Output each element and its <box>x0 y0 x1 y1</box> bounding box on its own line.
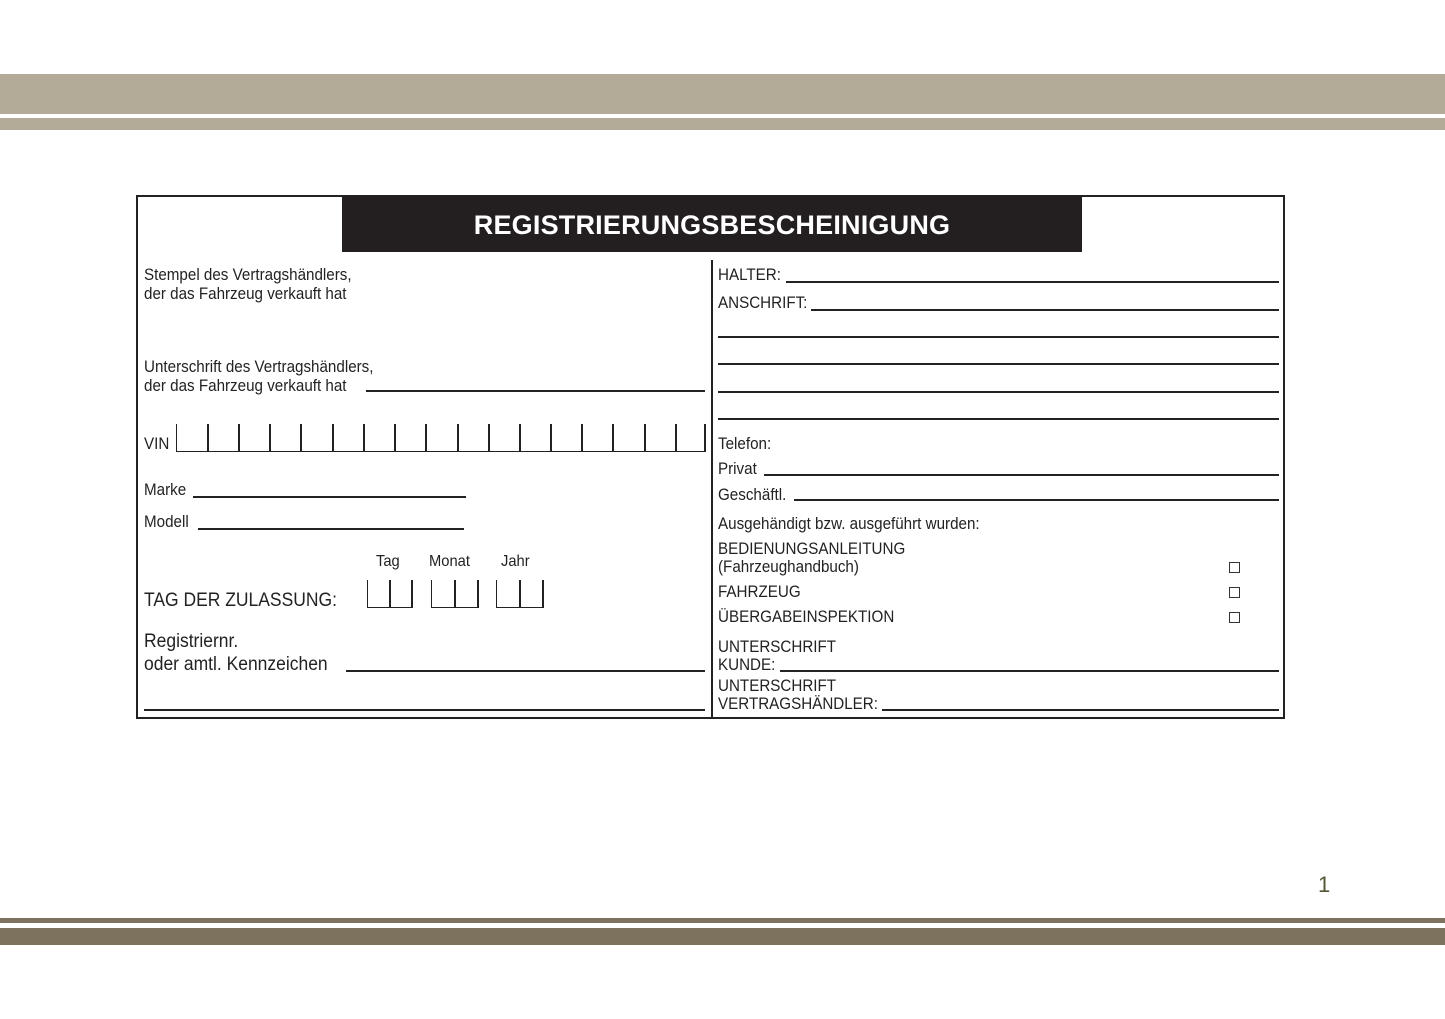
day-label: Tag <box>376 553 400 570</box>
address-field-line4[interactable] <box>718 391 1279 393</box>
form-title: REGISTRIERUNGSBESCHEINIGUNG <box>342 196 1082 252</box>
registration-day-field[interactable] <box>367 580 412 608</box>
business-phone-label: Geschäftl. <box>718 486 787 504</box>
address-field-line2[interactable] <box>718 336 1279 338</box>
phone-label: Telefon: <box>718 435 772 453</box>
stamp-label-line1: Stempel des Vertragshändlers, <box>144 266 352 284</box>
customer-signature-label-line1: UNTERSCHRIFT <box>718 638 837 656</box>
vin-field[interactable] <box>176 424 705 452</box>
manual-label-line2: (Fahrzeughandbuch) <box>718 558 859 576</box>
make-field[interactable] <box>193 496 466 498</box>
manual-label-line1: BEDIENUNGSANLEITUNG <box>718 540 906 558</box>
column-divider <box>711 260 713 719</box>
model-label: Modell <box>144 513 189 531</box>
owner-label: HALTER: <box>718 266 781 284</box>
stamp-label-line2: der das Fahrzeug verkauft hat <box>144 285 347 303</box>
owner-field[interactable] <box>786 281 1279 283</box>
header-band-thin <box>0 118 1445 130</box>
dealer-final-signature-field[interactable] <box>882 709 1279 711</box>
dealer-signature-field[interactable] <box>366 390 705 392</box>
model-field[interactable] <box>198 528 464 530</box>
address-field[interactable] <box>811 309 1279 311</box>
reg-number-label-line2: oder amtl. Kennzeichen <box>144 654 328 675</box>
reg-number-label-line1: Registriernr. <box>144 631 239 652</box>
inspection-label: ÜBERGABEINSPEKTION <box>718 608 895 626</box>
dealer-signature-label-line1: Unterschrift des Vertragshändlers, <box>144 358 374 376</box>
header-band <box>0 74 1445 114</box>
private-phone-field[interactable] <box>764 474 1279 476</box>
vehicle-label: FAHRZEUG <box>718 583 801 601</box>
year-label: Jahr <box>501 553 530 570</box>
registration-certificate-form <box>136 195 1285 719</box>
vin-label: VIN <box>144 435 170 453</box>
inspection-checkbox[interactable] <box>1229 612 1240 623</box>
make-label: Marke <box>144 481 187 499</box>
address-field-line5[interactable] <box>718 418 1279 420</box>
page-number: 1 <box>1318 872 1331 897</box>
month-label: Monat <box>429 553 470 570</box>
dealer-final-signature-label-line1: UNTERSCHRIFT <box>718 677 837 695</box>
footer-band <box>0 928 1445 945</box>
footer-band-thin <box>0 918 1445 923</box>
registration-date-label: TAG DER ZULASSUNG: <box>144 590 337 611</box>
business-phone-field[interactable] <box>794 499 1279 501</box>
handed-over-label: Ausgehändigt bzw. ausgeführt wurden: <box>718 515 980 533</box>
dealer-final-signature-label-line2: VERTRAGSHÄNDLER: <box>718 695 878 713</box>
reg-number-field-extra[interactable] <box>144 709 705 711</box>
address-label: ANSCHRIFT: <box>718 294 808 312</box>
manual-checkbox[interactable] <box>1229 562 1240 573</box>
vehicle-checkbox[interactable] <box>1229 587 1240 598</box>
customer-signature-label-line2: KUNDE: <box>718 656 776 674</box>
reg-number-field[interactable] <box>346 670 705 672</box>
registration-month-field[interactable] <box>431 580 478 608</box>
customer-signature-field[interactable] <box>780 670 1279 672</box>
registration-year-field[interactable] <box>496 580 543 608</box>
address-field-line3[interactable] <box>718 363 1279 365</box>
dealer-signature-label-line2: der das Fahrzeug verkauft hat <box>144 377 347 395</box>
private-phone-label: Privat <box>718 460 757 478</box>
